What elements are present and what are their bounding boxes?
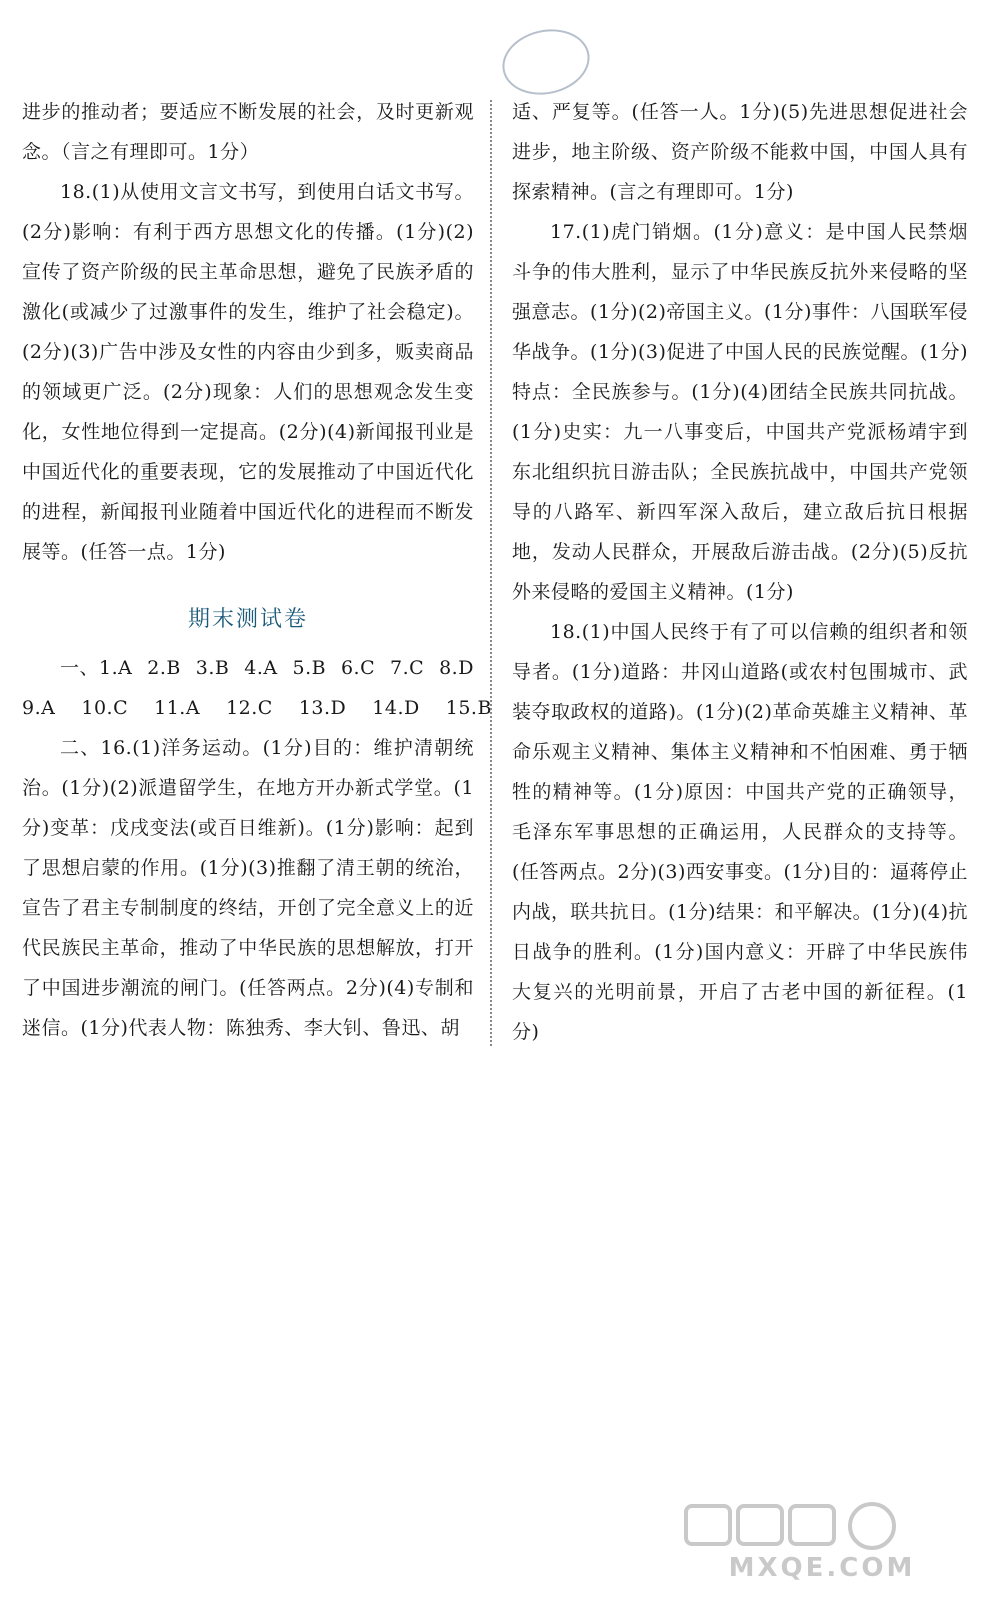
- mc-answer: 2.B: [147, 657, 181, 679]
- left-paragraph-2: 18.(1)从使用文言文书写，到使用白话文书写。(2分)影响：有利于西方思想文化的传播。(1分)(2)宣传了资产阶级的民主革命思想，避免了民族矛盾的激化(或减少了过激事件的发生，维护了社会稳定)。(2分)(3)广告中涉及女性的内容由少到多，贩卖商品的领域更广泛。(2分)现象：人们的思想观念发生变化，女性地位得到一定提高。(2分)(4)新闻报刊业是中国近代化的重要表现，它的发展推动了中国近代化的进程，新闻报刊业随着中国近代化的进程而不断发展等。(任答一点。1分): [22, 181, 474, 563]
- mc-answer: 11.A: [154, 697, 201, 719]
- watermark-logo: [682, 1500, 972, 1584]
- mc-answer: 6.C: [340, 657, 376, 679]
- mc-label: 一、1.A: [60, 657, 133, 679]
- mc-answer: 8.D: [439, 657, 474, 679]
- left-paragraph-3: 二、16.(1)洋务运动。(1分)目的：维护清朝统治。(1分)(2)派遣留学生，在地方开办新式学堂。(1分)变革：戊戌变法(或百日维新)。(1分)影响：起到了思想启蒙的作用。(1分)(3)推翻了清王朝的统治，宣告了君主专制制度的终结，开创了完全意义上的近代民族民主革命，推动了中华民族的思想解放，打开了中国进步潮流的闸门。(任答两点。2分)(4)专制和迷信。(1分)代表人物：陈独秀、李大钊、鲁迅、胡: [22, 737, 474, 1039]
- mc-answer: 12.C: [226, 697, 273, 719]
- mc-answer: 7.C: [390, 657, 425, 679]
- stamp-seal: [496, 22, 595, 103]
- mc-answers-row-2: [22, 688, 492, 728]
- mc-answer: 14.D: [372, 697, 420, 719]
- watermark-text: MXQE.COM: [728, 1553, 916, 1583]
- mc-answer: 15.B: [445, 697, 492, 719]
- mc-answer: 9.A: [22, 697, 56, 719]
- mc-answer: 4.A: [244, 657, 278, 679]
- section-title: 期末测试卷: [187, 607, 308, 632]
- right-paragraph-1: 适、严复等。(任答一人。1分)(5)先进思想促进社会进步，地主阶级、资产阶级不能救中国，中国人具有探索精神。(言之有理即可。1分): [512, 101, 968, 203]
- mc-answer: 10.C: [81, 697, 129, 719]
- mc-answer: 3.B: [195, 657, 230, 679]
- left-paragraph-1: 进步的推动者；要适应不断发展的社会，及时更新观念。（言之有理即可。1分）: [22, 101, 474, 163]
- right-paragraph-2: 17.(1)虎门销烟。(1分)意义：是中国人民禁烟斗争的伟大胜利，显示了中华民族反抗外来侵略的坚强意志。(1分)(2)帝国主义。(1分)事件：八国联军侵华战争。(1分)(3)促进了中国人民的民族觉醒。(1分)特点：全民族参与。(1分)(4)团结全民族共同抗战。(1分)史实：九一八事变后，中国共产党派杨靖宇到东北组织抗日游击队；全民族抗战中，中国共产党领导的八路军、新四军深入敌后，建立敌后抗日根据地，发动人民群众，开展敌后游击战。(2分)(5)反抗外来侵略的爱国主义精神。(1分): [512, 221, 968, 603]
- left-column: [22, 92, 492, 1048]
- right-column: [512, 92, 968, 1052]
- column-divider: [490, 100, 492, 1046]
- right-paragraph-3: 18.(1)中国人民终于有了可以信赖的组织者和领导者。(1分)道路：井冈山道路(或农村包围城市、武装夺取政权的道路)。(1分)(2)革命英雄主义精神、革命乐观主义精神、集体主义精神和不怕困难、勇于牺牲的精神等。(1分)原因：中国共产党的正确领导，毛泽东军事思想的正确运用，人民群众的支持等。(任答两点。2分)(3)西安事变。(1分)目的：逼蒋停止内战，联共抗日。(1分)结果：和平解决。(1分)(4)抗日战争的胜利。(1分)国内意义：开辟了中华民族伟大复兴的光明前景，开启了古老中国的新征程。(1分): [512, 621, 968, 1043]
- mc-answers-row-1: [22, 648, 474, 688]
- mc-answer: 13.D: [298, 697, 347, 719]
- mc-answer: 5.B: [292, 657, 327, 679]
